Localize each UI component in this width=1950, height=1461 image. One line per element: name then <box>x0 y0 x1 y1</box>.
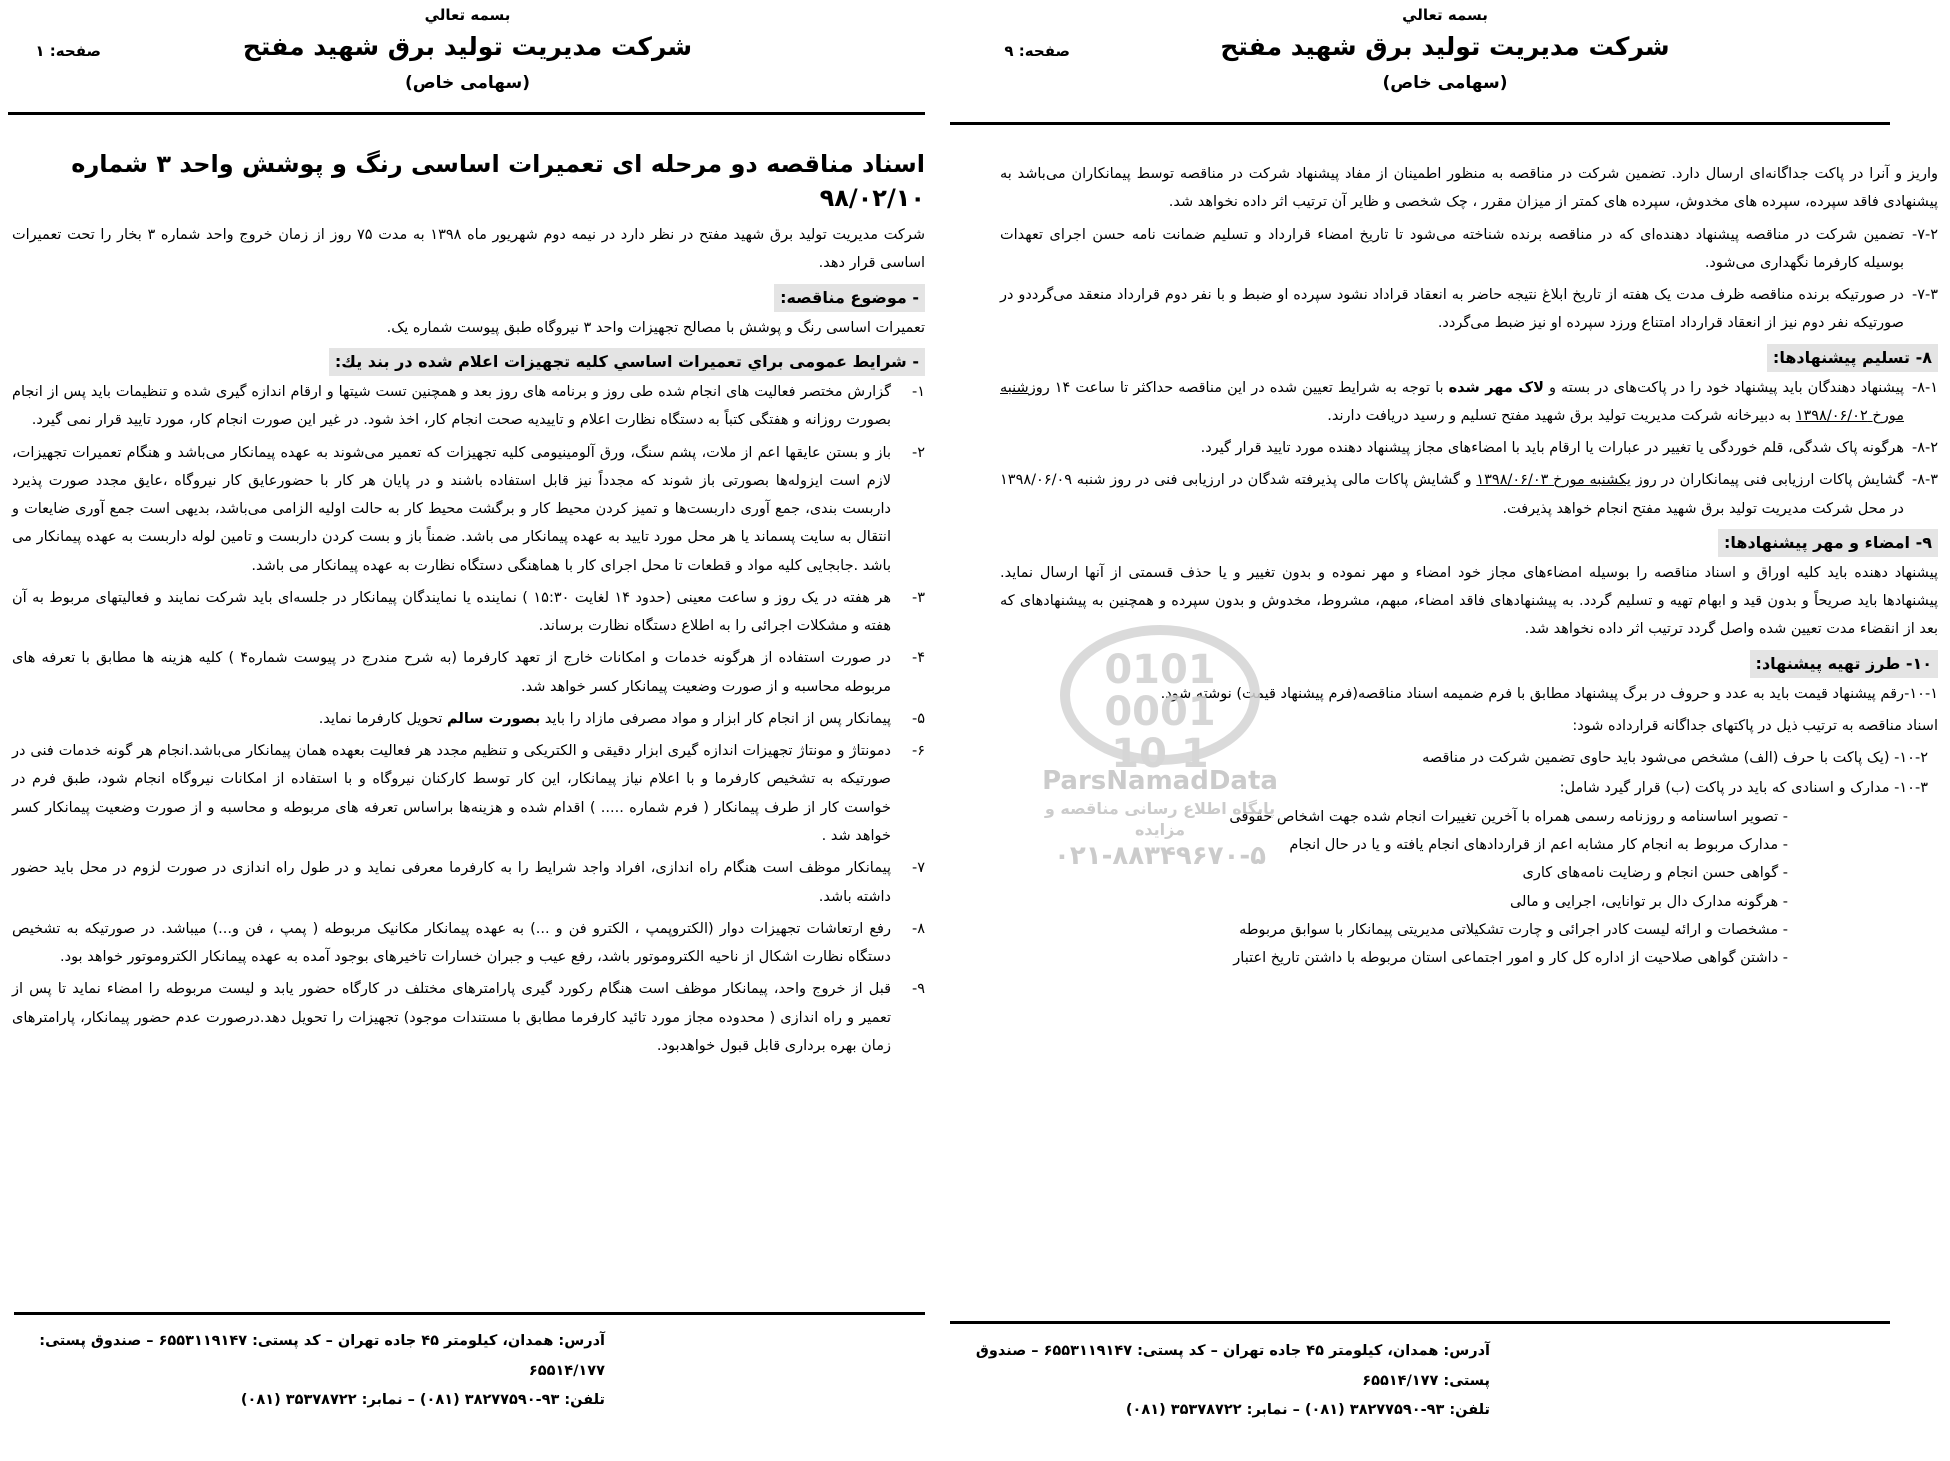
item-number: ۸-۱- <box>1911 379 1938 396</box>
page-header <box>940 0 1950 120</box>
list-item <box>12 644 925 701</box>
item-number: ۸-۲- <box>1911 440 1938 457</box>
item-text <box>1000 466 1904 523</box>
document-title: اسناد مناقصه دو مرحله ای تعمیرات اساسی رنگ و پوشش واحد ۳ شماره ۹۸/۰۲/۱۰ <box>71 150 925 212</box>
footer-contact <box>940 1337 1490 1426</box>
company-type: (سهامی خاص) <box>1382 73 1508 93</box>
bullet-item: - مشخصات و ارائه لیست کادر اجرائی و چارت تشکیلاتی مدیریتی پیمانکار با سوابق مربوطه <box>1239 921 1788 938</box>
section-heading-signature: ۹- امضاء و مهر پیشنهادها: <box>1718 529 1938 557</box>
item-text-part: با توجه به شرایط تعیین شده در این مناقصه حداکثر تا ساعت ۱۴ روز <box>1028 379 1449 396</box>
list-item <box>1000 466 1938 523</box>
item-text-part: به دبیرخانه شرکت مدیریت تولید برق شهید مفتح تسلیم و رسید دریافت دارند. <box>1327 407 1796 424</box>
item-text-start: پیمانکار پس از انجام کار ابزار و مواد مصرفی مازاد را باید <box>540 710 891 727</box>
page-footer <box>0 1311 935 1461</box>
item-number: ۱۰-۱- <box>1904 685 1938 702</box>
list-item <box>1000 221 1938 278</box>
item-text-end: تحویل کارفرما نماید. <box>318 710 447 727</box>
item-text <box>1000 374 1904 431</box>
company-name: شرکت مدیریت تولید برق شهید مفتح <box>242 32 693 61</box>
company-type: (سهامی خاص) <box>404 73 530 93</box>
item-text: رفع ارتعاشات تجهیزات دوار (الکتروپمپ ، الکترو فن و ...) به عهده پیمانکار مکانیک مربوطه ( پمپ ، فن و...) میباشد. در صورتیکه به تشخیص دستگاه نظارت اشکال از ناحیه الکتروموتور باشد، رفع عیب و جبران خسارات تاخیرهای بوجود آمده به عهده پیمانکار الکتروموتور خواهد بود. <box>12 920 891 966</box>
item-text: گزارش مختصر فعالیت های انجام شده طی روز و برنامه های روز بعد و همچنین تست شیتها و ارقام اندازه گیری شده و تنظیمات باید پس از انجام بصورت روزانه و هفتگی کتباً به دستگاه نظارت اعلام و تاییدیه صحت انجام کار، اخذ شود. در غیر این صورت انجام کار، مورد تایید قرار نمی گیرد. <box>12 383 891 429</box>
section-heading-preparation: ۱۰- طرز تهیه پیشنهاد: <box>1750 650 1938 678</box>
item-text-bold: لاک مهر شده <box>1448 379 1544 396</box>
list-item <box>1000 374 1938 431</box>
item-number: ۳- <box>911 589 925 606</box>
item-text: پیمانکار موظف است هنگام راه اندازی، افراد واجد شرایط را به کارفرما معرفی نماید و در طول راه اندازی در صورت لزوم در محل باید حضور داشته باشد. <box>12 860 891 905</box>
item-text: هر هفته در یک روز و ساعت معینی (حدود ۱۴ لغایت ۱۵:۳۰ ) نماینده یا نمایندگان پیمانکار در جلسه‌ای باید شرکت نمایند و فعالیتهای مربوط به آن هفته و مشکلات اجرائی را به اطلاع دستگاه نظارت برساند. <box>12 589 891 635</box>
item-number: ۷-۳- <box>1911 287 1938 304</box>
item-text-part: گشایش پاکات ارزیابی فنی پیمانکاران در روز <box>1630 472 1905 489</box>
item-text: هرگونه پاک شدگی، قلم خوردگی یا تغییر در عبارات یا ارقام باید با امضاءهای مجاز پیشنهاد دهنده مورد تایید قرار گیرد. <box>1200 440 1904 457</box>
watermark-caption: پایگاه اطلاع رسانی مناقصه و مزایده <box>1044 798 1276 839</box>
watermark-logo-icon: 0101 0001 10 1 <box>1060 625 1260 765</box>
list-item <box>12 854 925 911</box>
watermark-phone: ۰۲۱-۸۸۳۴۹۶۷۰-۵ <box>1053 841 1266 872</box>
item-text: در صورتیکه برنده مناقصه ظرف مدت یک هفته از تاریخ ابلاغ نتیجه حاضر به انعقاد قراداد نشود سپرده او ضبط و با نفر دوم قرارداد منعقد می‌گرددو در صورتیکه نفر دوم نیز از انعقاد قرارداد امتناع ورزد سپرده او نیز ضبط می‌گردد. <box>1000 287 1904 332</box>
footer-contact <box>0 1327 605 1416</box>
item-number: ۶- <box>911 743 925 760</box>
watermark-brand: ParsNamadData <box>1042 766 1278 796</box>
list-item <box>12 705 925 733</box>
deadline-date: شنبه مورخ ۱۳۹۸/۰۶/۰۲ <box>1000 379 1904 424</box>
header-divider <box>950 122 1890 125</box>
item-number: ۹- <box>911 981 925 998</box>
item-text-bold: بصورت سالم <box>447 710 541 727</box>
bullet-item: - تصویر اساسنامه و روزنامه رسمی همراه با آخرین تغییرات انجام شده جهت اشخاص حقوقی <box>1229 808 1788 825</box>
paragraph-signature: پیشنهاد دهنده باید کلیه اوراق و اسناد مناقصه را بوسیله امضاءهای مجاز خود امضاء و مهر نموده و بدون تغییر و یا حذف قسمتی از آنها ارسال نماید. پیشنهادها باید صریحاً و بدون قید و ابهام تهیه و تسلیم گردد. به پیشنهادهای فاقد امضاء، مبهم، مشروط، مخدوش و بدون سپرده و همچنین به پیشنهادهای که بعد از انقضاء مدت تعیین شده واصل گردد ترتیب اثر داده نخواهد شد. <box>1000 564 1938 638</box>
section-heading-subject: - موضوع مناقصه: <box>774 284 925 312</box>
item-number: ۴- <box>911 650 925 667</box>
document-page-left <box>0 0 935 1461</box>
page-number: صفحه: ۱ <box>35 42 101 60</box>
basmala: بسمه تعالي <box>1402 6 1488 24</box>
footer-divider <box>950 1321 1890 1324</box>
list-item <box>12 378 925 435</box>
company-name: شرکت مدیریت تولید برق شهید مفتح <box>1220 32 1670 61</box>
list-item <box>12 439 925 580</box>
item-text: دمونتاژ و مونتاژ تجهیزات اندازه گیری ابزار دقیقی و الکتریکی و تنظیم مجدد هر فعالیت بعهده همان پیمانکار می‌باشد.انجام هر گونه خدمات فنی در صورتیکه به تشخیص کارفرما و با اعلام نیاز پیمانکار، این کار توسط کارکنان نیروگاه و با استفاده از امکانات نیروگاه انجام شود، طبق فرم در خواست کار از طرف پیمانکار ( فرم شماره ..... ) اقدام شده و هزینه‌ها براساس تعرفه های مربوطه و محاسبه و از صورت وضعیت پیمانکار کسر خواهد شد . <box>12 743 891 844</box>
footer-divider <box>14 1312 925 1315</box>
item-text-part: و گشایش پاکات مالی پذیرفته شدگان در ارزیابی فنی در روز شنبه ۱۳۹۸/۰۶/۰۹ در محل شرکت مدیریت تولید برق شهید مفتح انجام خواهد پذیرفت. <box>1000 472 1904 517</box>
item-number: ۷-۲- <box>1911 226 1938 243</box>
subject-paragraph: تعمیرات اساسی رنگ و پوشش با مصالح تجهیزات واحد ۳ نیروگاه طبق پیوست شماره یک. <box>386 319 925 336</box>
opening-date: یکشنبه مورخ ۱۳۹۸/۰۶/۰۳ <box>1476 472 1631 489</box>
envelope-a: ۱۰-۲- (یک پاکت با حرف (الف) مشخص می‌شود باید حاوی تضمین شرکت در مناقصه <box>1422 750 1928 767</box>
section-heading-conditions: - شرایط عمومی براي تعميرات اساسي كليه تجهيزات اعلام شده در بند يك: <box>329 348 925 376</box>
page-body <box>12 148 925 1064</box>
basmala: بسمه تعالي <box>424 6 511 24</box>
section-heading-submission: ۸- تسلیم پیشنهادها: <box>1767 344 1938 372</box>
item-text: رقم پیشنهاد قیمت باید به عدد و حروف در برگ پیشنهاد مطابق با فرم ضمیمه اسناد مناقصه(فرم پیشنهاد قیمت) نوشته شود. <box>1160 685 1904 702</box>
page-header <box>0 0 935 120</box>
item-text: قبل از خروج واحد، پیمانکار موظف است هنگام رکورد گیری پارامترهای مختلف در کارگاه حضور یابد و لیست مربوطه را امضاء نماید تا پس از تعمیر و راه اندازی ( محدوده مجاز مورد تائید کارفرما مطابق با مستندات موجود) تجهیزات را تحویل دهد.درصورت عدم حضور پیمانکار، پارامترهای زمان بهره برداری قابل قبول خواهدبود. <box>12 981 891 1054</box>
intro-paragraph: شرکت مدیریت تولید برق شهید مفتح در نظر دارد در نیمه دوم شهریور ماه ۱۳۹۸ به مدت ۷۵ روز از زمان خروج واحد شماره ۳ بخار را تحت تعمیرات اساسی قرار دهد. <box>12 227 925 272</box>
footer-address: آدرس: همدان، کیلومتر ۴۵ جاده تهران – کد پستی: ۶۵۵۳۱۱۹۱۴۷ – صندوق پستی: ۶۵۵۱۴/۱۷۷ <box>39 1333 605 1379</box>
paragraph-envelopes: اسناد مناقصه به ترتیب ذیل در پاکتهای جداگانه قرارداده شود: <box>1572 717 1938 734</box>
bullet-item: - گواهی حسن انجام و رضایت نامه‌های کاری <box>1522 865 1788 882</box>
item-number: ۵- <box>911 710 925 727</box>
item-number: ۸- <box>911 920 925 937</box>
footer-phone: تلفن: ۹۳-۳۸۲۷۷۵۹۰ (۰۸۱) – نمابر: ۳۵۳۷۸۷۲۲ (۰۸۱) <box>1125 1402 1490 1419</box>
bullet-item: - هرگونه مدارک دال بر توانایی، اجرایی و مالی <box>1509 893 1788 910</box>
envelope-b: ۱۰-۳- مدارک و اسنادی که باید در پاکت (ب) قرار گیرد شامل: <box>1559 779 1928 796</box>
list-item <box>1000 281 1938 338</box>
paragraph-deposit: واریز و آنرا در پاکت جداگانه‌ای ارسال دارد. تضمین شرکت در مناقصه به منظور اطمینان از مفاد پیشنهاد شرکت در مناقصه توسط پیمانکاران می‌باشد به پیشنهادی فاقد سپرده، سپرده های مخدوش، سپرده های کمتر از میزان مقرر ، چک شخصی و ظایر آن ترتیب اثر داده نخواهد شد. <box>1000 166 1938 211</box>
page-number: صفحه: ۹ <box>1004 42 1070 60</box>
list-item <box>12 737 925 850</box>
item-number: ۷- <box>911 860 925 877</box>
footer-address: آدرس: همدان، کیلومتر ۴۵ جاده تهران – کد پستی: ۶۵۵۳۱۱۹۱۴۷ – صندوق پستی: ۶۵۵۱۴/۱۷۷ <box>975 1343 1490 1389</box>
item-number: ۲- <box>911 444 925 461</box>
footer-phone: تلفن: ۹۳-۳۸۲۷۷۵۹۰ (۰۸۱) – نمابر: ۳۵۳۷۸۷۲۲ (۰۸۱) <box>240 1392 605 1409</box>
item-text <box>12 705 891 733</box>
item-number: ۱- <box>911 383 925 400</box>
list-item <box>12 584 925 641</box>
bullet-item: - داشتن گواهی صلاحیت از اداره کل کار و امور اجتماعی استان مربوطه با داشتن تاریخ اعتبار <box>1233 950 1788 967</box>
item-number: ۸-۳- <box>1911 472 1938 489</box>
list-item <box>12 915 925 972</box>
bullet-item: - مدارک مربوط به انجام کار مشابه اعم از قراردادهای انجام یافته و یا در حال انجام <box>1289 837 1788 854</box>
page-footer <box>940 1311 1950 1461</box>
item-text-part: پیشنهاد دهندگان باید پیشنهاد خود را در پاکت‌های در بسته و <box>1543 379 1905 396</box>
item-text: تضمین شرکت در مناقصه پیشنهاد دهنده‌ای که در مناقصه برنده شناخته می‌شود تا تاریخ امضاء قرارداد و تسلیم ضمانت نامه حسن اجرای تعهدات بوسیله کارفرما نگهداری می‌شود. <box>1000 226 1904 271</box>
list-item <box>12 975 925 1060</box>
list-item <box>1000 434 1938 462</box>
item-text: در صورت استفاده از هرگونه خدمات و امکانات خارج از تعهد کارفرما (به شرح مندرج در پیوست شماره۴ ) کلیه هزینه ها مطابق با تعرفه های مربوطه محاسبه و از صورت وضعیت پیمانکار کسر خواهد شد. <box>12 650 891 695</box>
item-text: باز و بستن عایقها اعم از ملات، پشم سنگ، ورق آلومینیومی کلیه تجهیزات که تعمیر می‌شوند به عهده پیمانکار می‌باشد و هنگام تعمیرات تجهیزات، لازم است ایزوله‌ها بصورتی باز شوند که مجدداً نیز قابل استفاده باشند و در پایان هر کار با حضورعایق کار نیروگاه ،عایق مجدد صورت پذیرد داربست بندی، جمع آوری داربست‌ها و تمیز کردن محیط کار و برگشت محیط کار به حالت اولیه الزامی می‌باشد، بدیهی است جمع آوری ضایعات و انتقال به سایت پسماند یا هر محل مورد تایید به عهده پیمانکار می باشد. ضمناً باز و بست کردن داربست و تامین لوله داربست به عهده پیمانکار می باشد .جابجایی کلیه مواد و قطعات تا محل اجرای کار با هماهنگی دستگاه نظارت به عهده پیمانکار می باشد. <box>12 444 891 574</box>
watermark <box>1040 625 1280 874</box>
header-divider <box>8 112 925 115</box>
